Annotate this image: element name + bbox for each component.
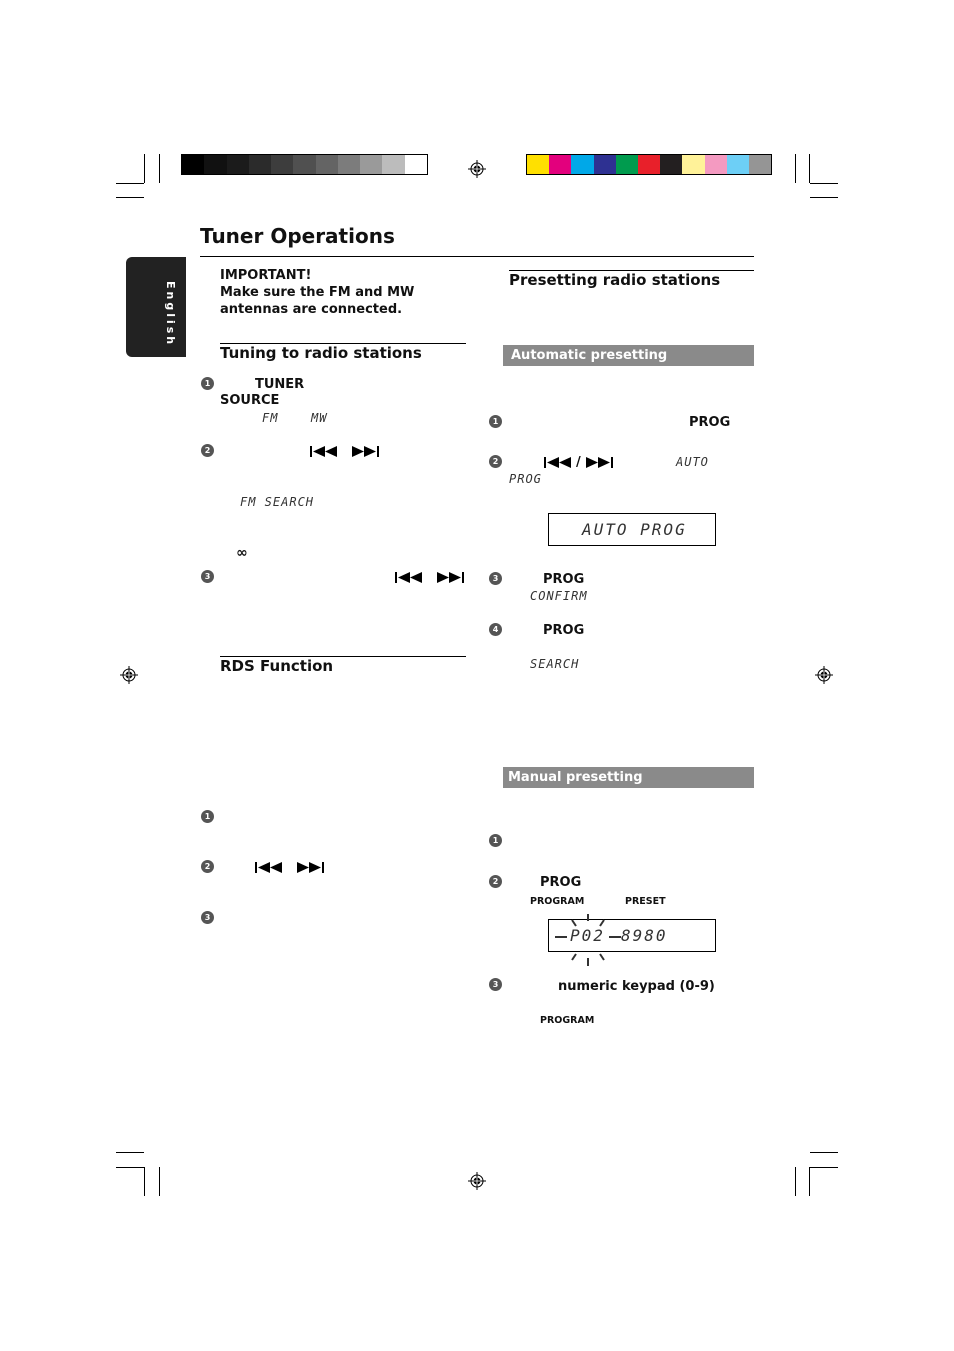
grayscale-calibration-bar	[181, 154, 428, 175]
color-calibration-bar	[526, 154, 772, 175]
color-swatch	[682, 155, 704, 174]
preset-label: PRESET	[625, 896, 666, 907]
infinity-symbol: ∞	[236, 545, 248, 561]
program-label: PROGRAM	[540, 1015, 595, 1026]
crop-mark	[159, 154, 160, 183]
prog-label: PROG	[540, 875, 582, 890]
page-title: Tuner Operations	[200, 224, 395, 248]
crop-mark	[795, 1167, 796, 1196]
auto-prog-lcd-text: AUTO PROG	[582, 520, 687, 539]
crop-mark	[810, 183, 838, 184]
language-tab-label: English	[164, 281, 177, 348]
fm-search-display-text: FM SEARCH	[240, 495, 315, 509]
registration-mark-icon	[468, 160, 486, 178]
registration-mark-icon	[468, 1172, 486, 1190]
tuning-heading: Tuning to radio stations	[220, 344, 422, 362]
numeric-keypad-label: numeric keypad (0-9)	[558, 979, 715, 994]
previous-skip-icon	[543, 457, 573, 468]
program-label: PROGRAM	[530, 896, 585, 907]
step-number-3: 3	[201, 911, 214, 924]
gray-swatch	[360, 155, 382, 174]
previous-skip-icon	[309, 446, 339, 457]
previous-skip-icon	[254, 862, 284, 873]
color-swatch	[527, 155, 549, 174]
gray-swatch	[316, 155, 338, 174]
step-number-1: 1	[489, 834, 502, 847]
source-label: SOURCE	[220, 393, 280, 408]
gray-swatch	[405, 155, 427, 174]
search-display-text: SEARCH	[530, 657, 580, 671]
registration-mark-icon	[120, 666, 138, 684]
confirm-display-text: CONFIRM	[530, 589, 588, 603]
prog-label: PROG	[543, 623, 585, 638]
crop-mark	[144, 154, 145, 183]
tuner-label: TUNER	[255, 377, 305, 392]
prog-label: PROG	[543, 572, 585, 587]
color-swatch	[638, 155, 660, 174]
title-rule	[200, 256, 754, 257]
color-swatch	[705, 155, 727, 174]
color-swatch	[594, 155, 616, 174]
step-number-1: 1	[201, 810, 214, 823]
next-skip-icon	[435, 572, 465, 583]
crop-mark	[159, 1167, 160, 1196]
frequency-lcd-text: 8980	[621, 926, 668, 945]
step-number-2: 2	[489, 455, 502, 468]
step-number-3: 3	[489, 978, 502, 991]
auto-display-text: AUTO	[676, 455, 709, 469]
previous-skip-icon	[394, 572, 424, 583]
color-swatch	[616, 155, 638, 174]
step-number-1: 1	[201, 377, 214, 390]
next-skip-icon	[584, 457, 614, 468]
color-swatch	[549, 155, 571, 174]
rds-heading: RDS Function	[220, 657, 334, 675]
crop-mark	[144, 1167, 145, 1196]
step-number-2: 2	[201, 860, 214, 873]
prog-display-text: PROG	[509, 472, 542, 486]
crop-mark	[116, 1167, 144, 1168]
important-line-2: antennas are connected.	[220, 302, 403, 317]
crop-mark	[810, 1167, 838, 1168]
manual-presetting-banner	[503, 767, 754, 788]
fm-display-text: FM	[262, 411, 279, 425]
crop-mark	[116, 197, 144, 198]
color-swatch	[571, 155, 593, 174]
crop-mark	[810, 1152, 838, 1153]
slash-separator: /	[576, 455, 581, 470]
presetting-heading: Presetting radio stations	[509, 271, 721, 289]
step-number-2: 2	[489, 875, 502, 888]
gray-swatch	[182, 155, 204, 174]
gray-swatch	[249, 155, 271, 174]
color-swatch	[727, 155, 749, 174]
automatic-presetting-label: Automatic presetting	[511, 348, 668, 363]
step-number-3: 3	[201, 570, 214, 583]
important-title: IMPORTANT!	[220, 268, 312, 283]
automatic-presetting-banner	[503, 345, 754, 366]
important-line-1: Make sure the FM and MW	[220, 285, 415, 300]
language-tab	[126, 257, 186, 357]
step-number-2: 2	[201, 444, 214, 457]
next-skip-icon	[350, 446, 380, 457]
gray-swatch	[338, 155, 360, 174]
prog-label: PROG	[689, 415, 731, 430]
preset-number-lcd-text: P02	[570, 926, 605, 945]
gray-swatch	[382, 155, 404, 174]
crop-mark	[116, 183, 144, 184]
crop-mark	[809, 154, 810, 183]
crop-mark	[809, 1167, 810, 1196]
gray-swatch	[271, 155, 293, 174]
crop-mark	[116, 1152, 144, 1153]
crop-mark	[795, 154, 796, 183]
registration-mark-icon	[815, 666, 833, 684]
step-number-4: 4	[489, 623, 502, 636]
gray-swatch	[293, 155, 315, 174]
color-swatch	[660, 155, 682, 174]
step-number-1: 1	[489, 415, 502, 428]
step-number-3: 3	[489, 572, 502, 585]
auto-prog-lcd-display	[548, 513, 716, 546]
next-skip-icon	[295, 862, 325, 873]
mw-display-text: MW	[311, 411, 328, 425]
gray-swatch	[204, 155, 226, 174]
gray-swatch	[227, 155, 249, 174]
manual-presetting-label: Manual presetting	[508, 770, 643, 785]
blinking-indicator-icon	[560, 912, 616, 967]
color-swatch	[749, 155, 771, 174]
crop-mark	[810, 197, 838, 198]
